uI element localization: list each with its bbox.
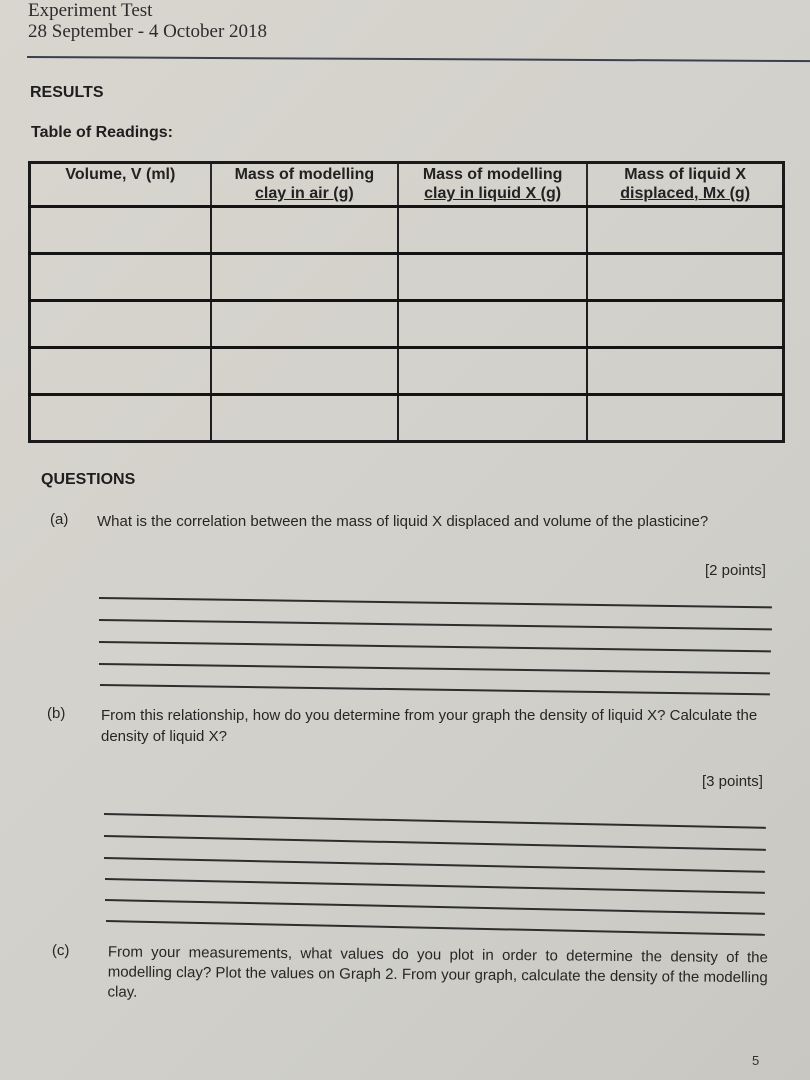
question-a-points: [2 points] xyxy=(705,562,766,579)
table-row xyxy=(30,348,784,395)
questions-heading: QUESTIONS xyxy=(41,471,136,488)
answer-line-b-1[interactable] xyxy=(104,813,766,829)
column-header-mass-displaced: Mass of liquid X displaced, Mx (g) xyxy=(587,163,783,207)
column-header-mass-in-air: Mass of modelling clay in air (g) xyxy=(211,163,398,207)
answer-line-a-2[interactable] xyxy=(99,619,772,630)
table-cell[interactable] xyxy=(398,301,587,348)
table-cell[interactable] xyxy=(587,207,783,254)
question-c xyxy=(51,942,772,1018)
table-cell[interactable] xyxy=(587,395,783,442)
column-header-volume: Volume, V (ml) xyxy=(30,163,211,207)
table-row xyxy=(30,301,784,348)
question-c-label: (c) xyxy=(51,942,70,960)
answer-line-a-1[interactable] xyxy=(99,597,772,608)
table-row xyxy=(30,207,784,254)
page-number: 5 xyxy=(752,1053,760,1068)
column-header-mass-in-liquid: Mass of modelling clay in liquid X (g) xyxy=(398,163,587,207)
table-cell[interactable] xyxy=(587,301,783,348)
table-cell[interactable] xyxy=(30,254,211,301)
readings-table xyxy=(28,161,785,443)
question-a-label: (a) xyxy=(50,511,69,528)
answer-line-b-6[interactable] xyxy=(106,920,765,936)
table-row xyxy=(30,395,784,442)
results-heading: RESULTS xyxy=(30,84,104,101)
question-a-text: What is the correlation between the mass of liquid X displaced and volume of the plasticine? xyxy=(97,513,709,530)
table-cell[interactable] xyxy=(30,348,211,395)
answer-line-b-3[interactable] xyxy=(104,857,765,873)
table-header-row xyxy=(30,163,784,207)
table-cell[interactable] xyxy=(30,207,211,254)
table-cell[interactable] xyxy=(211,348,398,395)
header-divider xyxy=(27,56,810,62)
answer-line-a-5[interactable] xyxy=(100,684,770,695)
document-title: Experiment Test xyxy=(28,0,153,21)
answer-line-b-4[interactable] xyxy=(105,878,765,894)
table-cell[interactable] xyxy=(211,207,398,254)
answer-line-a-3[interactable] xyxy=(99,641,771,652)
table-cell[interactable] xyxy=(398,395,587,442)
table-cell[interactable] xyxy=(587,254,783,301)
table-cell[interactable] xyxy=(398,348,587,395)
table-cell[interactable] xyxy=(30,395,211,442)
table-row xyxy=(30,254,784,301)
question-b-text: From this relationship, how do you determine from your graph the density of liquid X? Calculate the density of liquid X? xyxy=(101,707,758,745)
table-cell[interactable] xyxy=(211,301,398,348)
table-cell[interactable] xyxy=(398,254,587,301)
question-b-label: (b) xyxy=(47,705,66,722)
table-cell[interactable] xyxy=(211,395,398,442)
answer-line-a-4[interactable] xyxy=(99,663,770,674)
table-caption: Table of Readings: xyxy=(31,124,173,141)
document-dates: 28 September - 4 October 2018 xyxy=(28,21,268,42)
answer-line-b-5[interactable] xyxy=(105,899,765,915)
table-cell[interactable] xyxy=(30,301,211,348)
table-cell[interactable] xyxy=(587,348,783,395)
question-a xyxy=(50,511,782,561)
question-b xyxy=(47,705,787,755)
answer-line-b-2[interactable] xyxy=(104,835,766,851)
table-cell[interactable] xyxy=(398,207,587,254)
question-b-points: [3 points] xyxy=(702,773,763,790)
question-c-text: From your measurements, what values do you plot in order to determine the density of the modelling clay? Plot the values on Graph 2. From your graph, calculate the density of the modelling clay. xyxy=(107,943,768,1001)
table-cell[interactable] xyxy=(211,254,398,301)
